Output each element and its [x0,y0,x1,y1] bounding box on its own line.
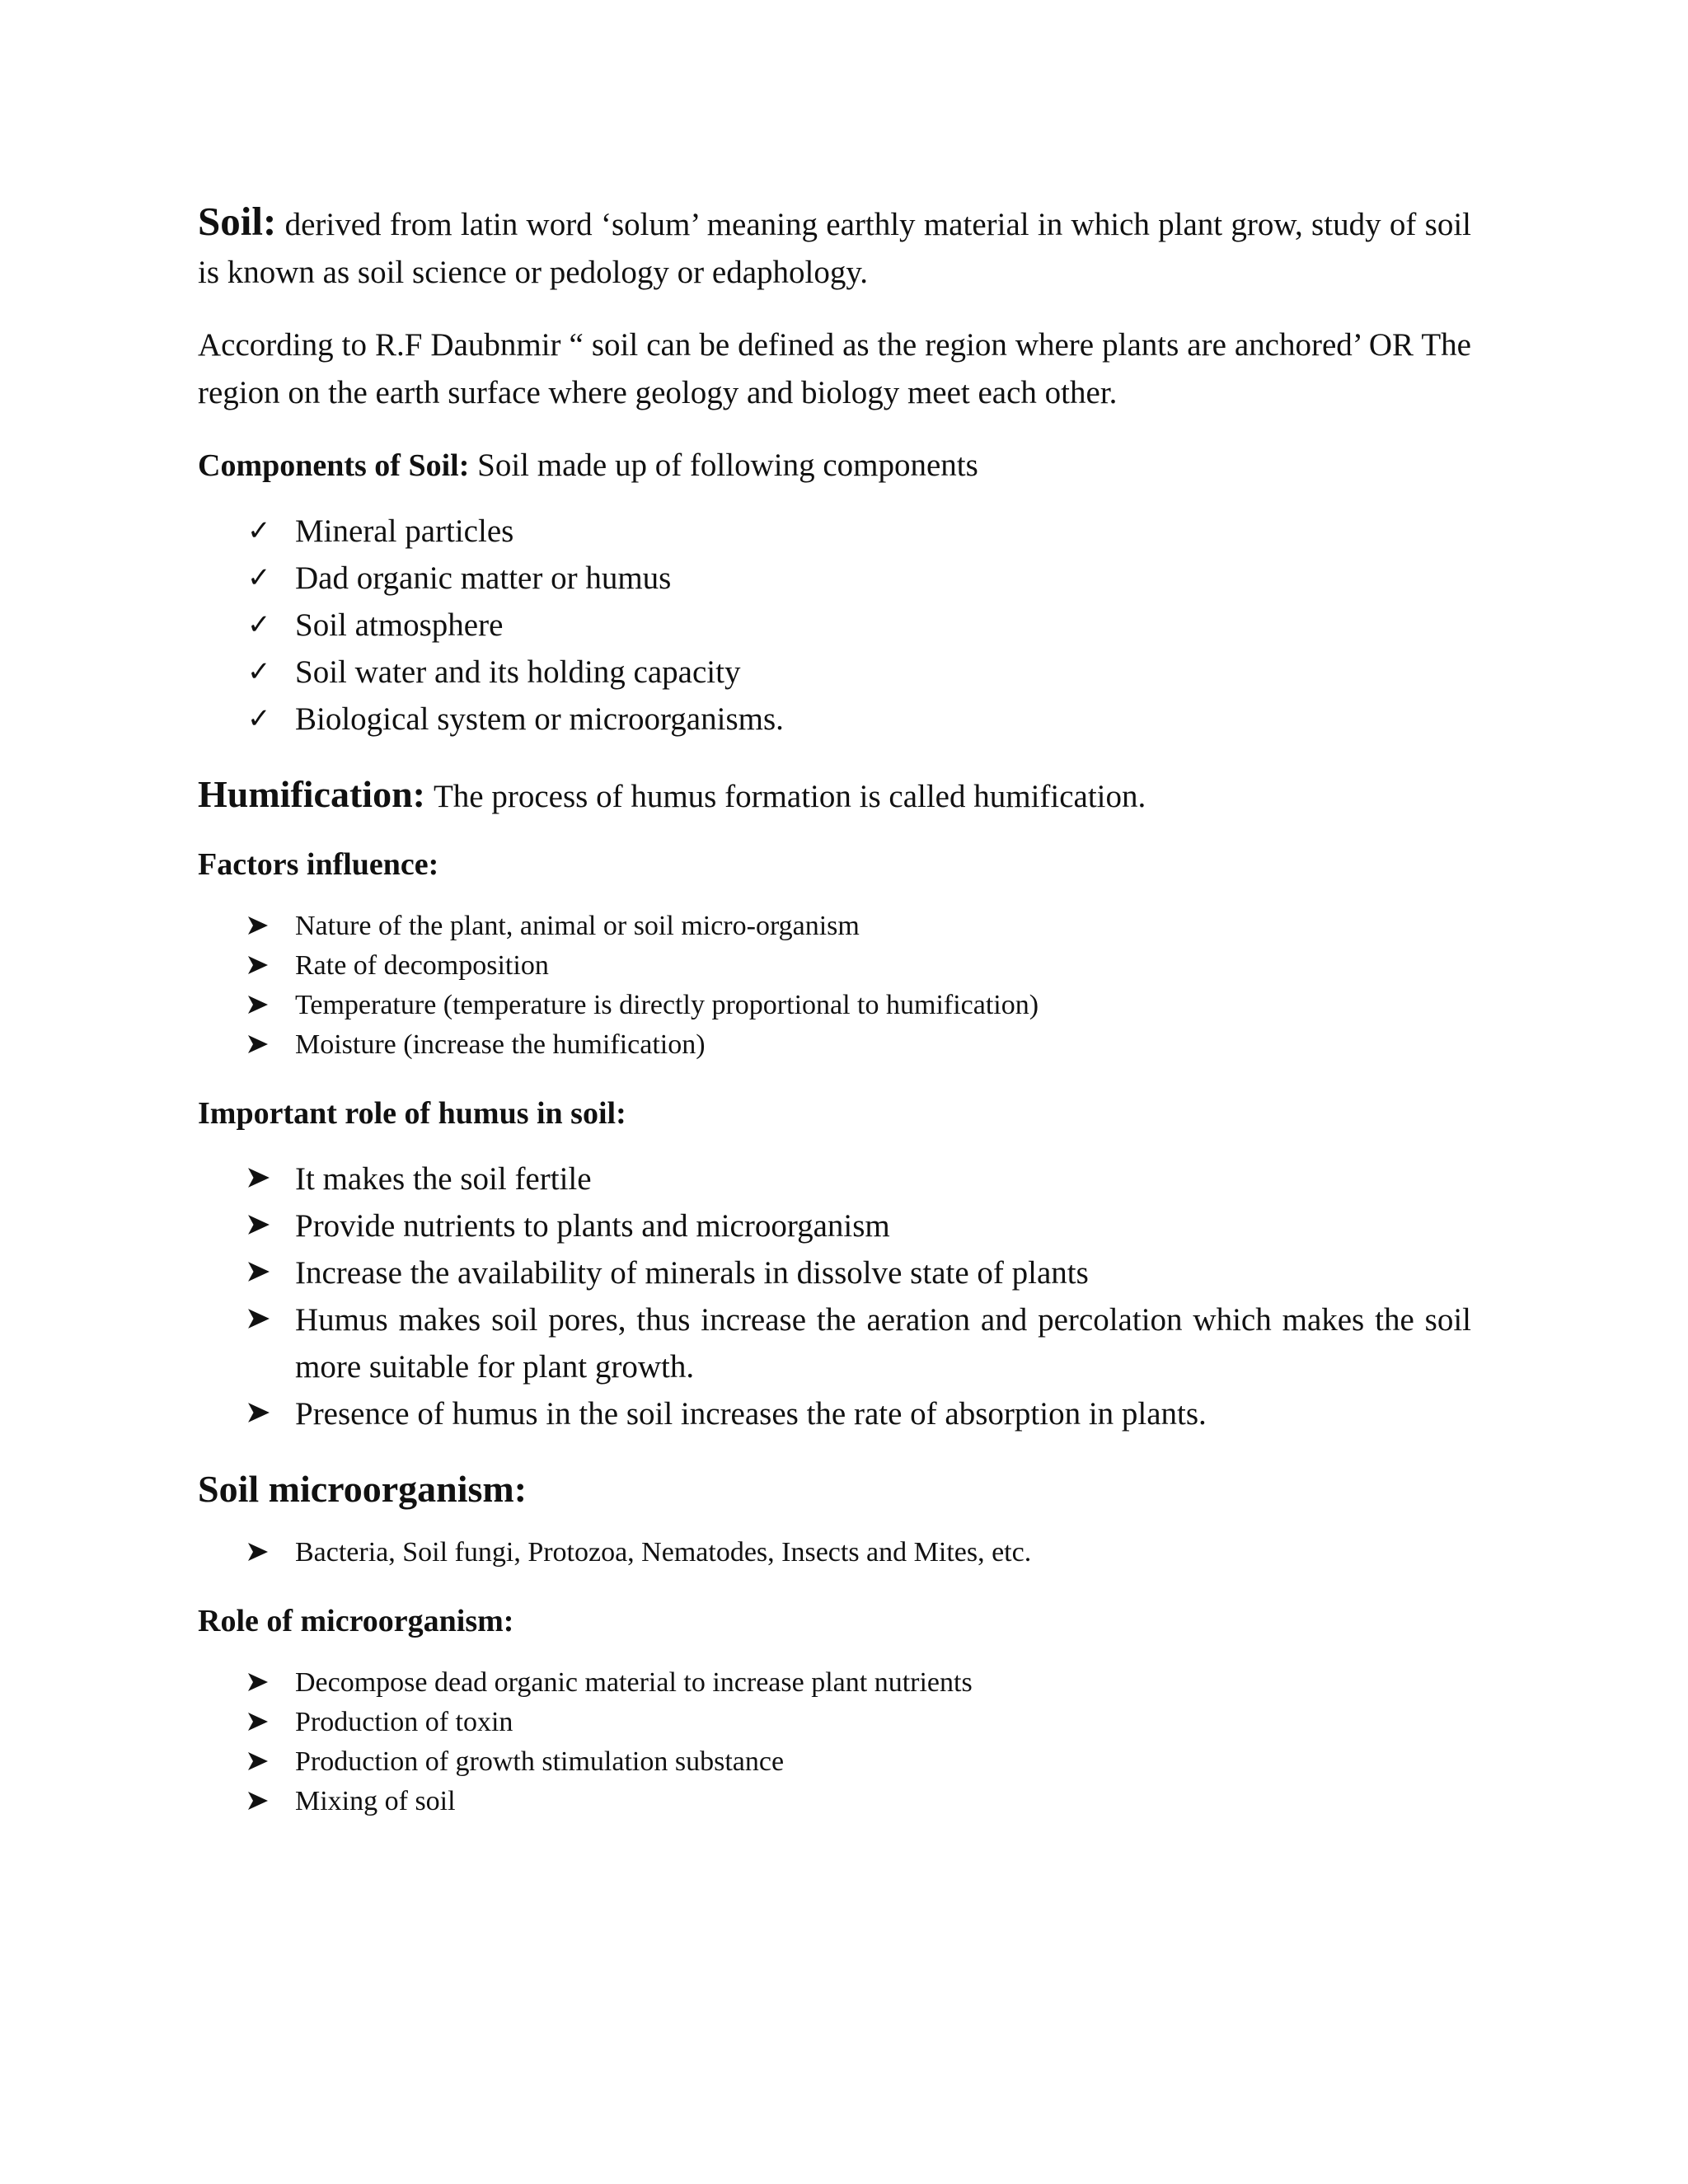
list-item-text: Production of toxin [295,1707,513,1737]
list-item-text: Soil atmosphere [295,607,504,643]
arrowhead-bullet-icon [247,907,280,935]
list-item [198,555,1471,602]
micro-role-list [198,1663,1471,1821]
check-mark-icon: ✓ [247,563,271,593]
list-item [198,696,1471,743]
arrowhead-bullet-icon [247,1296,280,1329]
micro-role-heading: Role of microorganism: [198,1604,514,1638]
list-item [198,986,1471,1025]
list-item [198,602,1471,649]
list-item-text: Decompose dead organic material to increase plant nutrients [295,1667,973,1698]
soil-intro-text: derived from latin word ‘solum’ meaning earthly material in which plant grow, study of soil is known as soil science or pedology or edaphology. [198,207,1471,290]
list-item-text: Mixing of soil [295,1786,456,1816]
list-item-text: Soil water and its holding capacity [295,654,741,690]
list-item-text: It makes the soil fertile [295,1161,592,1197]
list-item-text: Presence of humus in the soil increases the rate of absorption in plants. [295,1396,1207,1432]
list-item-text: Moisture (increase the humification) [295,1029,706,1060]
list-item [198,1390,1471,1437]
list-item [198,1025,1471,1065]
soil-intro-paragraph [198,198,1471,297]
list-item-text: Bacteria, Soil fungi, Protozoa, Nematodes, Insects and Mites, etc. [295,1537,1032,1568]
arrowhead-bullet-icon [247,986,280,1015]
components-heading: Components of Soil: [198,448,470,483]
components-list [198,508,1471,743]
arrowhead-bullet-icon [247,1533,280,1562]
list-item-text: Provide nutrients to plants and microorganism [295,1208,890,1244]
factors-heading: Factors influence: [198,847,439,882]
soil-microorganism-heading: Soil microorganism: [198,1468,528,1510]
list-item [198,1296,1471,1390]
list-item-text: Production of growth stimulation substance [295,1746,785,1777]
check-mark-icon: ✓ [247,516,271,546]
arrowhead-bullet-icon [247,1703,280,1732]
components-intro: Soil made up of following components [469,448,978,483]
humification-heading: Humification: [198,773,425,815]
definition-paragraph: According to R.F Daubnmir “ soil can be defined as the region where plants are anchored’ OR The region on the earth surface where geology and biology meet each other. [198,327,1471,410]
list-item-text: Dad organic matter or humus [295,560,672,596]
check-mark-icon: ✓ [247,610,271,640]
list-item [198,1703,1471,1742]
humification-heading-line [198,767,1471,824]
humus-role-list [198,1155,1471,1437]
list-item [198,1742,1471,1782]
arrowhead-bullet-icon [247,1025,280,1054]
list-item [198,907,1471,946]
document-page [198,198,1471,1846]
check-mark-icon: ✓ [247,704,271,734]
factors-list [198,907,1471,1065]
arrowhead-bullet-icon [247,946,280,975]
list-item [198,508,1471,555]
arrowhead-bullet-icon [247,1390,280,1423]
list-item [198,946,1471,986]
check-mark-icon: ✓ [247,657,271,687]
arrowhead-bullet-icon [247,1249,280,1282]
arrowhead-bullet-icon [247,1742,280,1771]
list-item [198,1663,1471,1703]
components-heading-line [198,442,1471,490]
list-item [198,1782,1471,1821]
list-item-text: Mineral particles [295,513,514,549]
list-item-text: Humus makes soil pores, thus increase the aeration and percolation which makes the soil more suitable for plant growth. [295,1302,1471,1385]
list-item [198,1533,1471,1572]
list-item-text: Nature of the plant, animal or soil micro-organism [295,911,860,941]
microorganism-list [198,1533,1471,1572]
list-item [198,1202,1471,1249]
arrowhead-bullet-icon [247,1663,280,1692]
list-item-text: Increase the availability of minerals in dissolve state of plants [295,1255,1089,1291]
arrowhead-bullet-icon [247,1202,280,1235]
list-item-text: Temperature (temperature is directly proportional to humification) [295,990,1039,1020]
list-item-text: Rate of decomposition [295,950,549,981]
arrowhead-bullet-icon [247,1782,280,1811]
list-item [198,649,1471,696]
soil-term: Soil: [198,199,277,244]
list-item [198,1155,1471,1202]
humus-role-heading: Important role of humus in soil: [198,1096,626,1131]
list-item [198,1249,1471,1296]
humification-text: The process of humus formation is called humification. [433,779,1146,814]
list-item-text: Biological system or microorganisms. [295,701,784,737]
arrowhead-bullet-icon [247,1155,280,1188]
